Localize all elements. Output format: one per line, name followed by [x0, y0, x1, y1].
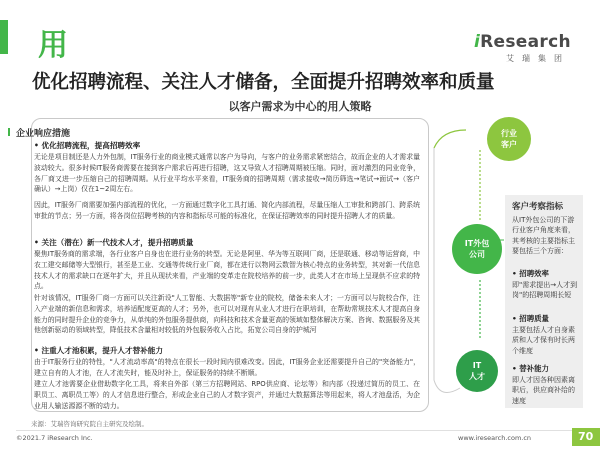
- section-paragraph: 无论是项目制还是人力外包制，IT服务行业的商业模式通常以客户为导向，与客户的业务需求紧密结合，故而企业的人才需求量波动较大。很多时候IT服务商需要在接到客户需求后再进行招聘，这又导致人才招聘周期被压缩。同时，面对激烈的同业竞争，各厂商又进一步压缩自己的招聘周期。从行业平均水平来看，IT服务商的招聘周期（需求接收→简历筛选→笔试→面试→（客户确认）→上岗）仅在1~2周左右。: [34, 153, 420, 194]
- section-paragraph: 由于IT服务行业的特性，"人才流动率高"的特点在很长一段时间内很难改变。因此，IT服务企业还需要提升自己的"突备能力"，建立自有的人才池，在人才流失时，能及时补上，保证服务的持续不断顺。: [34, 358, 420, 377]
- panel-title-marker: [8, 128, 10, 136]
- source-note: 来源：艾瑞咨询研究院自主研究及绘制。: [31, 420, 148, 428]
- node-label: 行业 客户: [501, 129, 517, 149]
- metric-label: • 招聘效率: [512, 269, 549, 278]
- page-title: 优化招聘流程、关注人才储备，全面提升招聘效率和质量: [32, 72, 495, 93]
- metric-description: 主要包括人才自身素质和人才保有时长两个维度: [512, 326, 575, 355]
- logo-prefix: i: [474, 32, 481, 52]
- page-subtitle: 以客户需求为中心的用人策略: [228, 100, 372, 113]
- panel-title: 企业响应措施: [16, 129, 71, 139]
- logo-subtitle: 艾瑞集团: [506, 54, 570, 63]
- metric-description: 即"需求提出→人才到岗"的招聘周期长短: [512, 281, 578, 300]
- iresearch-logo: [474, 32, 584, 70]
- metric-label: • 招聘质量: [512, 314, 549, 323]
- metric-label: • 替补能力: [512, 364, 549, 373]
- it-outsourcing-node: [452, 224, 502, 274]
- connector-line-top: [434, 130, 466, 148]
- section-title: 用: [38, 28, 70, 63]
- node-label: IT 人才: [469, 361, 485, 381]
- copyright: ©2021.7 iResearch Inc.: [16, 434, 93, 442]
- section-heading: • 注重人才池积累，提升人才替补能力: [34, 346, 163, 355]
- website-link[interactable]: www.iresearch.com.cn: [458, 434, 532, 442]
- logo-name: Research: [480, 32, 571, 52]
- it-talent-node: [456, 350, 498, 392]
- section-paragraph: 聚焦IT服务商的需求端，各行业客户自身也在进行业务的转型。无论是阿里、华为等互联网厂商，还是联通、移动等运营商，中农工建交邮储等大型银行，甚至是工业、交通等传统行业厂商，都在进行以物网云数智为核心特点的业务转型，其对新一代信息技术人才的需求缺口在逐年扩大，并且从现状来看，产业端的变革走在院校培养的前一步，此类人才在市场上呈现供不应求的特点。: [34, 250, 420, 291]
- section-heading: • 优化招聘流程，提高招聘效率: [34, 141, 141, 150]
- section-paragraph: 针对该情况，IT服务厂商一方面可以关注新设"人工智能、大数据等"新专业的院校，储备未来人才；一方面可以与院校合作，注入产业端的新信息和需求，培养适配度更高的人才；另外，也可以对现有从业人才进行在职培训，在帮助常规技术人才提高自身能力的同时提升企业的竞争力，从单纯的外包服务提供商，向科技和技术含量更高的领域如整体解决方案、咨询、数据服务及其他创新驱动的领域转型，降低技术含量相对较低的外包服务收入占比，拓宽公司自身的护城河: [34, 294, 420, 335]
- industry-client-node: [487, 117, 531, 161]
- metric-description: 即人才因各种因素离职后，供应商补给的速度: [512, 376, 575, 405]
- connector-line-side: [434, 148, 460, 393]
- header-accent-tab: [0, 20, 34, 54]
- section-paragraph: 建立人才池需要企业借助数字化工具，将来自外部（第三方招聘网站、RPO供应商、论坛等）和内部（投递过简历的员工、在职员工、离职员工等）的人才信息进行整合，形成企业自己的人才数字资产，并通过大数据算法等用起来，将人才池盘活，为企业用人输送源源不断的动力。: [34, 380, 420, 410]
- page-number: 70: [578, 430, 594, 443]
- card-intro: 从IT外包公司的下游行业客户角度来看，其考核的主要指标主要包括三个方面：: [512, 216, 575, 255]
- node-label: IT外包 公司: [464, 239, 490, 259]
- section-paragraph: 因此，IT服务厂商需要加强内部流程的优化，一方面通过数字化工具打通、简化内部流程，尽量压缩人工审批和跨部门、跨系统审批的节点；另一方面，将各岗位招聘考核的内容和指标尽可能的标准化，在保证招聘效率的同时提升招聘人才的质量。: [34, 201, 420, 220]
- section-heading: • 关注（潜在）新一代技术人才，提升招聘质量: [34, 238, 194, 247]
- footer-divider: [16, 430, 584, 431]
- card-title: 客户考察指标: [512, 202, 564, 212]
